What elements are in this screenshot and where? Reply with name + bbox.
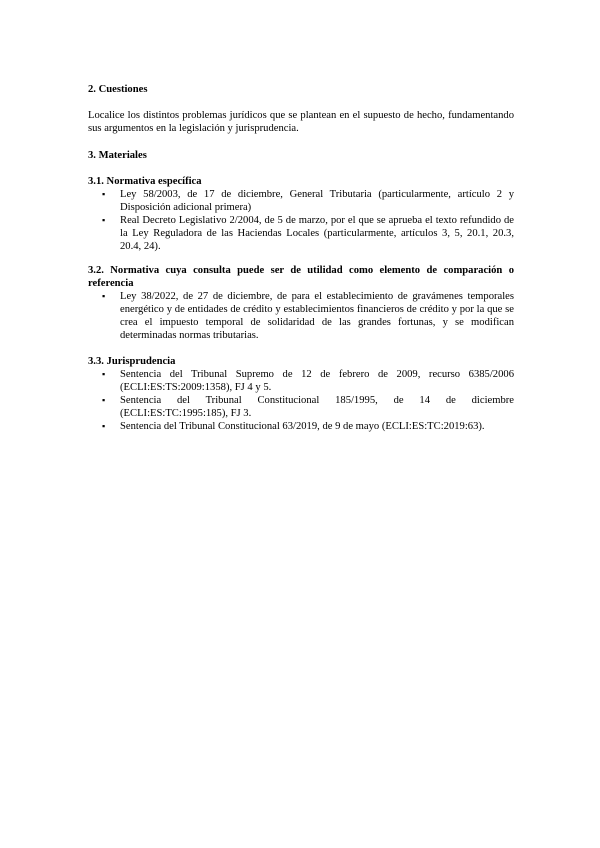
bullet-icon: ▪ [102,189,106,199]
bullet-icon: ▪ [102,421,106,431]
subsection-heading-normativa-especifica: 3.1. Normativa específica [88,176,202,187]
section-heading-materiales: 3. Materiales [88,150,147,161]
list-item [88,188,514,214]
subsection-heading-jurisprudencia: 3.3. Jurisprudencia [88,356,176,367]
bullet-icon: ▪ [102,215,106,225]
normativa-especifica-list [88,188,514,253]
bullet-icon: ▪ [102,291,106,301]
list-item-text: Sentencia del Tribunal Constitucional 63/2019, de 9 de mayo (ECLI:ES:TC:2019:63). [120,421,485,432]
list-item-text: Ley 38/2022, de 27 de diciembre, de para el establecimiento de gravámenes temporales energético y de entidades de crédito y establecimientos financieros de crédito y por la que se crea el impuesto temporal de solidaridad de las grandes fortunas, y se modifican determinadas normas tributarias. [120,291,514,341]
document-page [88,83,514,433]
list-item-text: Sentencia del Tribunal Supremo de 12 de febrero de 2009, recurso 6385/2006 (ECLI:ES:TS:2009:1358), FJ 4 y 5. [120,369,514,393]
subsection-heading-normativa-comparacion: 3.2. Normativa cuya consulta puede ser de utilidad como elemento de comparación o referencia [88,265,514,289]
list-item-text: Ley 58/2003, de 17 de diciembre, General Tributaria (particularmente, artículo 2 y Disposición adicional primera) [120,189,514,213]
list-item [88,420,514,433]
list-item-text: Real Decreto Legislativo 2/2004, de 5 de marzo, por el que se aprueba el texto refundido de la Ley Reguladora de las Haciendas Locales (particularmente, artículos 3, 5, 20.1, 20.3, 20.4, 24). [120,215,514,252]
list-item [88,368,514,394]
list-item [88,214,514,253]
list-item [88,394,514,420]
section-paragraph-cuestiones: Localice los distintos problemas jurídicos que se plantean en el supuesto de hecho, fundamentando sus argumentos en la legislación y jurisprudencia. [88,110,514,134]
normativa-comparacion-list [88,290,514,342]
jurisprudencia-list [88,368,514,433]
bullet-icon: ▪ [102,395,106,405]
list-item-text: Sentencia del Tribunal Constitucional 185/1995, de 14 de diciembre (ECLI:ES:TC:1995:185), FJ 3. [120,395,514,419]
list-item [88,290,514,342]
bullet-icon: ▪ [102,369,106,379]
section-heading-cuestiones: 2. Cuestiones [88,84,148,95]
